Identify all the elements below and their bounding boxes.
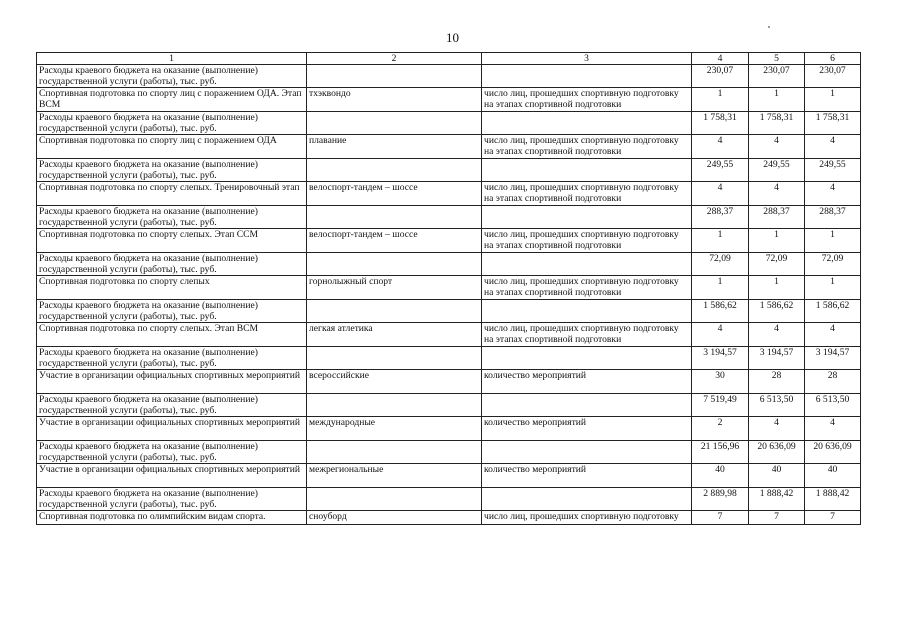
value-year-1: 2 xyxy=(692,417,749,441)
row-indicator xyxy=(482,253,692,276)
row-description: Участие в организации официальных спортивных мероприятий xyxy=(37,417,307,441)
cost-row xyxy=(37,488,861,511)
service-row xyxy=(37,135,861,159)
row-indicator: количество мероприятий xyxy=(482,370,692,394)
row-indicator: число лиц, прошедших спортивную подготовку на этапах спортивной подготовки xyxy=(482,88,692,112)
row-description: Спортивная подготовка по спорту лиц с поражением ОДА xyxy=(37,135,307,159)
value-year-2: 1 xyxy=(749,229,805,253)
value-year-1: 1 xyxy=(692,276,749,300)
service-row xyxy=(37,370,861,394)
table-body xyxy=(37,65,861,525)
column-header: 3 xyxy=(482,53,692,65)
column-header: 5 xyxy=(749,53,805,65)
row-description: Расходы краевого бюджета на оказание (выполнение) государственной услуги (работы), тыс. руб. xyxy=(37,206,307,229)
row-indicator: число лиц, прошедших спортивную подготовку на этапах спортивной подготовки xyxy=(482,135,692,159)
value-year-2: 72,09 xyxy=(749,253,805,276)
value-year-2: 4 xyxy=(749,323,805,347)
value-year-1: 4 xyxy=(692,135,749,159)
value-year-2: 1 xyxy=(749,88,805,112)
row-description: Расходы краевого бюджета на оказание (выполнение) государственной услуги (работы), тыс. руб. xyxy=(37,347,307,370)
value-year-3: 20 636,09 xyxy=(805,441,861,464)
page-number: 10 xyxy=(446,30,459,45)
row-description: Расходы краевого бюджета на оказание (выполнение) государственной услуги (работы), тыс. руб. xyxy=(37,65,307,88)
value-year-2: 1 xyxy=(749,276,805,300)
service-row xyxy=(37,323,861,347)
value-year-1: 40 xyxy=(692,464,749,488)
row-description: Расходы краевого бюджета на оказание (выполнение) государственной услуги (работы), тыс. руб. xyxy=(37,488,307,511)
row-description: Спортивная подготовка по спорту слепых. Этап ССМ xyxy=(37,229,307,253)
value-year-2: 3 194,57 xyxy=(749,347,805,370)
row-sport xyxy=(307,112,482,135)
value-year-2: 7 xyxy=(749,511,805,525)
value-year-1: 7 519,49 xyxy=(692,394,749,417)
value-year-3: 1 586,62 xyxy=(805,300,861,323)
column-header: 1 xyxy=(37,53,307,65)
row-sport: тхэквондо xyxy=(307,88,482,112)
service-row xyxy=(37,182,861,206)
value-year-3: 249,55 xyxy=(805,159,861,182)
cost-row xyxy=(37,65,861,88)
row-description: Расходы краевого бюджета на оказание (выполнение) государственной услуги (работы), тыс. руб. xyxy=(37,253,307,276)
value-year-3: 6 513,50 xyxy=(805,394,861,417)
row-sport xyxy=(307,206,482,229)
cost-row xyxy=(37,253,861,276)
value-year-2: 1 888,42 xyxy=(749,488,805,511)
value-year-1: 1 586,62 xyxy=(692,300,749,323)
value-year-1: 30 xyxy=(692,370,749,394)
service-row xyxy=(37,417,861,441)
row-description: Расходы краевого бюджета на оказание (выполнение) государственной услуги (работы), тыс. руб. xyxy=(37,394,307,417)
row-description: Спортивная подготовка по спорту слепых. Тренировочный этап xyxy=(37,182,307,206)
row-indicator xyxy=(482,347,692,370)
column-header: 2 xyxy=(307,53,482,65)
row-description: Расходы краевого бюджета на оказание (выполнение) государственной услуги (работы), тыс. руб. xyxy=(37,159,307,182)
row-description: Расходы краевого бюджета на оказание (выполнение) государственной услуги (работы), тыс. руб. xyxy=(37,441,307,464)
value-year-1: 4 xyxy=(692,182,749,206)
cost-row xyxy=(37,206,861,229)
value-year-1: 2 889,98 xyxy=(692,488,749,511)
value-year-3: 4 xyxy=(805,417,861,441)
column-header: 4 xyxy=(692,53,749,65)
row-indicator: число лиц, прошедших спортивную подготовку на этапах спортивной подготовки xyxy=(482,229,692,253)
row-indicator xyxy=(482,159,692,182)
value-year-2: 1 586,62 xyxy=(749,300,805,323)
value-year-1: 4 xyxy=(692,323,749,347)
value-year-2: 4 xyxy=(749,417,805,441)
row-indicator xyxy=(482,206,692,229)
column-header: 6 xyxy=(805,53,861,65)
value-year-1: 1 758,31 xyxy=(692,112,749,135)
cost-row xyxy=(37,441,861,464)
row-indicator: число лиц, прошедших спортивную подготовку xyxy=(482,511,692,525)
row-sport: сноуборд xyxy=(307,511,482,525)
value-year-2: 40 xyxy=(749,464,805,488)
row-sport xyxy=(307,441,482,464)
row-sport xyxy=(307,347,482,370)
row-description: Спортивная подготовка по спорту слепых xyxy=(37,276,307,300)
row-description: Спортивная подготовка по спорту лиц с поражением ОДА. Этап ВСМ xyxy=(37,88,307,112)
value-year-1: 230,07 xyxy=(692,65,749,88)
row-sport: велоспорт-тандем – шоссе xyxy=(307,229,482,253)
value-year-2: 6 513,50 xyxy=(749,394,805,417)
cost-row xyxy=(37,300,861,323)
value-year-3: 28 xyxy=(805,370,861,394)
row-sport: всероссийские xyxy=(307,370,482,394)
value-year-1: 7 xyxy=(692,511,749,525)
value-year-2: 4 xyxy=(749,135,805,159)
cost-row xyxy=(37,112,861,135)
row-sport xyxy=(307,159,482,182)
header-row xyxy=(37,53,861,65)
value-year-2: 230,07 xyxy=(749,65,805,88)
value-year-1: 21 156,96 xyxy=(692,441,749,464)
value-year-2: 1 758,31 xyxy=(749,112,805,135)
row-description: Расходы краевого бюджета на оказание (выполнение) государственной услуги (работы), тыс. руб. xyxy=(37,300,307,323)
value-year-2: 4 xyxy=(749,182,805,206)
row-description: Расходы краевого бюджета на оказание (выполнение) государственной услуги (работы), тыс. руб. xyxy=(37,112,307,135)
value-year-3: 4 xyxy=(805,323,861,347)
row-indicator xyxy=(482,394,692,417)
row-sport xyxy=(307,488,482,511)
value-year-3: 3 194,57 xyxy=(805,347,861,370)
row-sport: плавание xyxy=(307,135,482,159)
value-year-1: 249,55 xyxy=(692,159,749,182)
value-year-1: 1 xyxy=(692,88,749,112)
cost-row xyxy=(37,394,861,417)
budget-table xyxy=(36,52,861,525)
row-indicator xyxy=(482,488,692,511)
row-sport: международные xyxy=(307,417,482,441)
row-indicator xyxy=(482,112,692,135)
service-row xyxy=(37,88,861,112)
row-description: Участие в организации официальных спортивных мероприятий xyxy=(37,464,307,488)
row-indicator xyxy=(482,300,692,323)
value-year-3: 1 xyxy=(805,229,861,253)
value-year-3: 4 xyxy=(805,182,861,206)
row-indicator: число лиц, прошедших спортивную подготовку на этапах спортивной подготовки xyxy=(482,182,692,206)
value-year-1: 1 xyxy=(692,229,749,253)
value-year-2: 288,37 xyxy=(749,206,805,229)
value-year-3: 4 xyxy=(805,135,861,159)
value-year-3: 230,07 xyxy=(805,65,861,88)
service-row xyxy=(37,464,861,488)
service-row xyxy=(37,276,861,300)
cost-row xyxy=(37,159,861,182)
cost-row xyxy=(37,347,861,370)
service-row xyxy=(37,511,861,525)
row-sport: горнолыжный спорт xyxy=(307,276,482,300)
value-year-1: 72,09 xyxy=(692,253,749,276)
row-indicator xyxy=(482,441,692,464)
value-year-3: 1 888,42 xyxy=(805,488,861,511)
row-indicator: количество мероприятий xyxy=(482,464,692,488)
value-year-2: 20 636,09 xyxy=(749,441,805,464)
row-description: Участие в организации официальных спортивных мероприятий xyxy=(37,370,307,394)
row-description: Спортивная подготовка по олимпийским видам спорта. xyxy=(37,511,307,525)
value-year-3: 288,37 xyxy=(805,206,861,229)
row-description: Спортивная подготовка по спорту слепых. Этап ВСМ xyxy=(37,323,307,347)
value-year-3: 1 758,31 xyxy=(805,112,861,135)
row-sport xyxy=(307,300,482,323)
service-row xyxy=(37,229,861,253)
row-indicator: число лиц, прошедших спортивную подготовку на этапах спортивной подготовки xyxy=(482,276,692,300)
value-year-3: 72,09 xyxy=(805,253,861,276)
value-year-3: 1 xyxy=(805,88,861,112)
row-indicator: количество мероприятий xyxy=(482,417,692,441)
row-sport: велоспорт-тандем – шоссе xyxy=(307,182,482,206)
row-sport xyxy=(307,394,482,417)
value-year-3: 7 xyxy=(805,511,861,525)
row-sport xyxy=(307,253,482,276)
row-sport xyxy=(307,65,482,88)
row-indicator xyxy=(482,65,692,88)
value-year-2: 249,55 xyxy=(749,159,805,182)
row-indicator: число лиц, прошедших спортивную подготовку на этапах спортивной подготовки xyxy=(482,323,692,347)
value-year-3: 40 xyxy=(805,464,861,488)
value-year-1: 3 194,57 xyxy=(692,347,749,370)
row-sport: межрегиональные xyxy=(307,464,482,488)
row-sport: легкая атлетика xyxy=(307,323,482,347)
value-year-1: 288,37 xyxy=(692,206,749,229)
value-year-2: 28 xyxy=(749,370,805,394)
scan-speck xyxy=(768,26,770,28)
value-year-3: 1 xyxy=(805,276,861,300)
